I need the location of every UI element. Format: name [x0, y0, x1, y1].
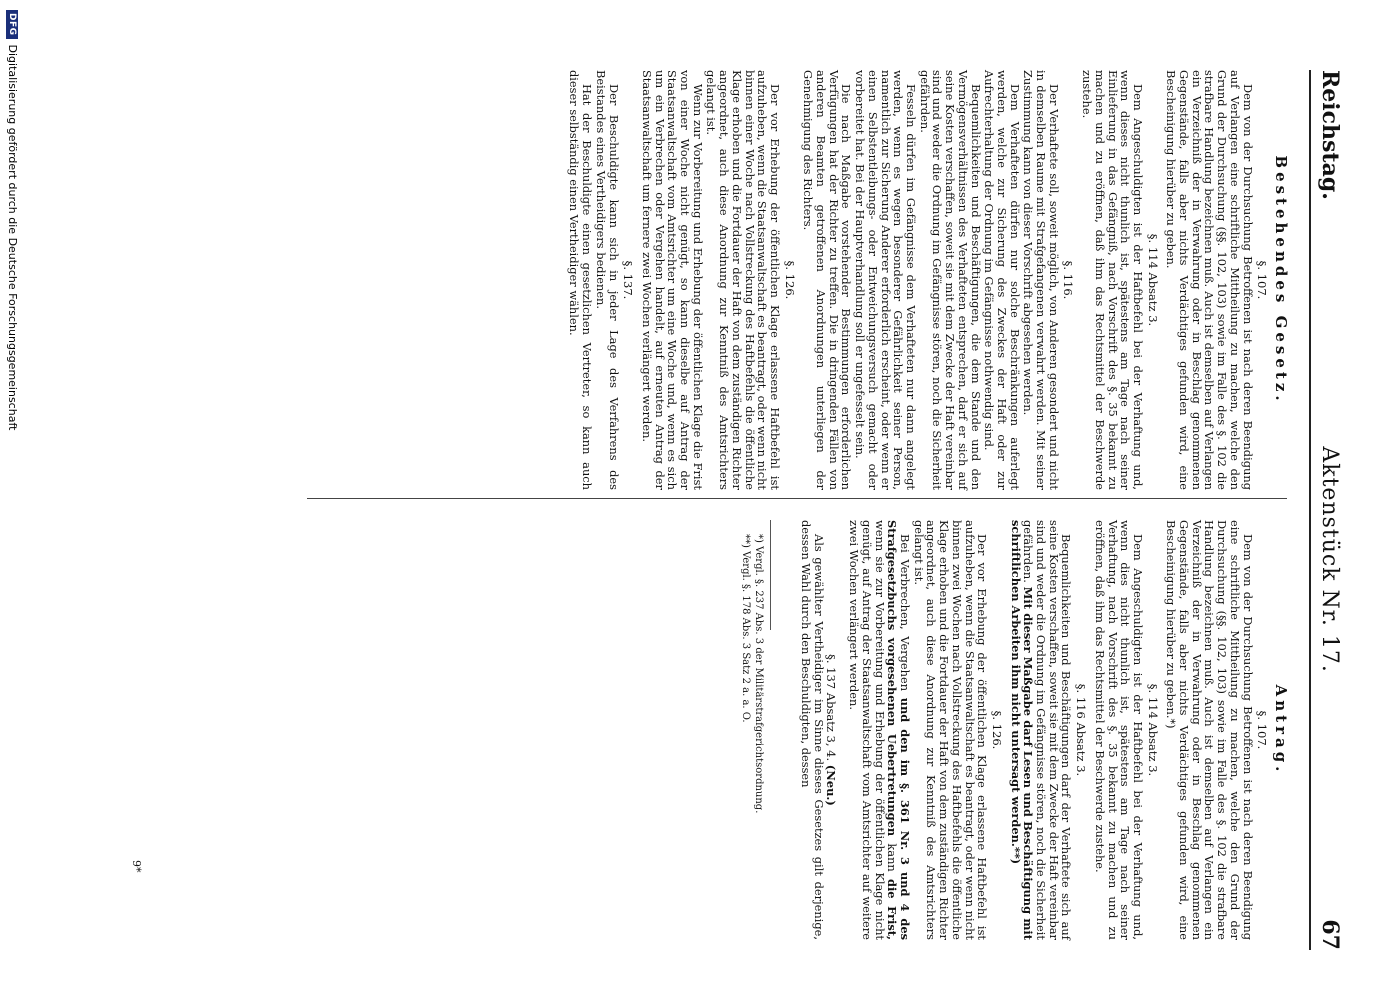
footnote: **) Vergl. §. 178 Abs. 3 Satz 2 a. a. O.: [740, 534, 752, 723]
footnote: *) Vergl. §. 237 Abs. 3 der Militärstrafgerichtsordnung.: [753, 534, 765, 814]
section-text: Bequemlichkeiten und Beschäftigungen, die dem Stande und den Vermögensverhältnissen des Verhafteten entsprechen, darf er sich auf seine Kosten verschaffen, soweit sie mit dem Zwecke der Haft vereinbar sind und weder die Ordnung im Gefängnisse stören, noch die Sicherheit gefährden.: [917, 70, 983, 490]
section-text-part: Bei Verbrechen, Vergehen: [898, 534, 913, 692]
section-text: Der Beschuldigte kann sich in jeder Lage des Verfahrens des Beistandes eines Vertheidigers bedienen.: [593, 70, 621, 490]
section-title: §. 137.: [621, 260, 636, 300]
section-text-part: wenn sie zur Vorbereitung und Erhebung der öffentlichen Klage nicht genügt, auf Antrag der Staatsanwaltschaft vom Amtsrichter auf weitere zwei Wochen verlängert werden.: [847, 520, 887, 940]
section-text: Dem von der Durchsuchung Betroffenen ist nach deren Beendigung auf Verlangen eine schriftliche Mittheilung zu machen, welche den Grund der Durchsuchung (§§. 102, 103) sowie im Falle des §. 102 die strafbare Handlung bezeichnen muß. Auch ist demselben auf Verlangen ein Verzeichniß der in Verwahrung oder in Beschlag genommenen Gegenstände, falls aber nichts Verdächtiges gefunden wird, eine Bescheinigung hierüber zu geben.: [1164, 70, 1255, 490]
footnote-divider: [770, 520, 771, 630]
column-divider: [307, 498, 1287, 499]
section-title: §. 126.: [782, 260, 797, 300]
section-title: §. 107.: [1255, 710, 1270, 750]
proposal-column: [739, 520, 1290, 941]
existing-law-column: [567, 70, 1290, 490]
section-text: Dem von der Durchsuchung Betroffenen ist nach deren Beendigung eine schriftliche Mittheilung zu machen, welche den Grund der Durchsuchung (§§. 102, 103) sowie im Falle des §. 102 die strafbare Handlung bezeichnen muß. Auch ist demselben auf Verlangen ein Verzeichniß der in Verwahrung oder in Beschlag genommenen Gegenstände, falls aber nichts Verdächtiges gefunden wird, eine Bescheinigung hierüber zu geben.*): [1164, 520, 1255, 940]
section-text: Der vor Erhebung der öffentlichen Klage erlassene Haftbefehl ist aufzuheben, wenn die Staatsanwaltschaft es beantragt, oder wenn nicht binnen zwei Wochen nach Vollstreckung des Haftbefehls die öffentliche Klage erhoben und die Fortdauer der Haft von dem zuständigen Richter angeordnet, auch diese Anordnung zur Kenntniß des Amtsrichters gelangt ist.: [911, 520, 990, 940]
signature-mark: 9*: [130, 860, 143, 873]
section-title: §. 107.: [1255, 260, 1270, 300]
section-text-part: Bequemlichkeiten und Beschäftigungen darf der Verhaftete sich auf seine Kosten verschaffen, soweit sie mit dem Zwecke der Haft vereinbar sind und weder die Ordnung im Gefängnisse stören, noch die Sicherheit gefährden.: [1021, 520, 1074, 940]
section-text: Fesseln dürfen im Gefängnisse dem Verhafteten nur dann angelegt werden, wenn es wegen besonderer Gefährlichkeit seiner Person, namentlich zur Sicherung Anderer erforderlich erscheint, oder wenn er einen Selbstentleibungs- oder Entweichungsversuch gemacht oder vorbereitet hat. Bei der Hauptverhandlung soll er ungefesselt sein.: [853, 70, 919, 490]
section-text: Wenn zur Vorbereitung und Erhebung der öffentlichen Klage die Frist von einer Woche nicht genügt, so kann dieselbe auf Antrag der Staatsanwaltschaft vom Amtsrichter um eine Woche und, wenn es sich um ein Verbrechen oder Vergehen handelt, auf erneuten Antrag der Staatsanwaltschaft um fernere zwei Wochen verlängert werden.: [639, 70, 705, 490]
section-text: Dem Angeschuldigten ist der Haftbefehl bei der Verhaftung und, wenn dieses nicht thunlich ist, spätestens am Tage nach seiner Einlieferung in das Gefängniß, nach Vorschrift des §. 35 bekannt zu machen und zu eröffnen, daß ihm das Rechtsmittel der Beschwerde zustehe.: [1080, 70, 1145, 490]
header-center-title: Aktenstück Nr. 17.: [1317, 446, 1342, 673]
column-heading-existing-law: Bestehendes Gesetz.: [1272, 155, 1290, 405]
section-title: §. 116 Absatz 3.: [1074, 683, 1089, 777]
column-heading-proposal: Antrag.: [1272, 684, 1290, 776]
section-title: §. 114 Absatz 3.: [1145, 683, 1160, 777]
section-title: §. 126.: [989, 710, 1004, 750]
section-title: §. 137 Absatz 3, 4.: [824, 654, 839, 762]
section-text: Die nach Maßgabe vorstehender Bestimmungen erforderlichen Verfügungen hat der Richter zu treffen. Die in dringenden Fällen von anderen Beamten getroffenen Anordnungen unterliegen der Genehmigung des Richters.: [801, 70, 854, 490]
section-title: §. 114 Absatz 3.: [1145, 233, 1160, 327]
emphasized-amendment: die Frist,: [885, 879, 900, 941]
section-text: Als gewählter Vertheidiger im Sinne dieses Gesetzes gilt derjenige, dessen Wahl durch den Beschuldigten, dessen: [799, 520, 826, 940]
dfg-logo-icon: DFG: [7, 10, 19, 39]
section-text-part: kann: [885, 843, 900, 872]
running-header: [1309, 70, 1343, 950]
digitization-credit-text: Digitalisierung gefördert durch die Deutsche Forschungsgemeinschaft: [6, 44, 19, 431]
section-text: Hat der Beschuldigte einen gesetzlichen Vertreter, so kann auch dieser selbständig einen Vertheidiger wählen.: [567, 70, 595, 490]
section-text: [1009, 520, 1073, 940]
section-title-new: [825, 520, 838, 940]
section-text: Der vor Erhebung der öffentlichen Klage erlassene Haftbefehl ist aufzuheben, wenn die Staatsanwaltschaft es beantragt, oder wenn nicht binnen einer Woche nach Vollstreckung des Haftbefehls die öffentliche Klage erhoben und die Fortdauer der Haft von dem zuständigen Richter angeordnet, auch diese Anordnung zur Kenntniß des Amtsrichters gelangt ist.: [704, 70, 782, 490]
section-text: [848, 520, 912, 940]
section-title: §. 116.: [1061, 260, 1076, 300]
emphasized-amendment: Mit dieser Maßgabe darf Lesen und Beschäftigung mit schriftlichen Arbeiten ihm nicht untersagt werden.**): [1008, 520, 1036, 940]
emphasized-amendment: und den im §. 361 Nr. 3 und 4 des Strafgesetzbuchs vorgesehenen Uebertretungen: [885, 520, 913, 940]
header-left-title: Reichstag.: [1317, 70, 1343, 200]
section-text: Der Verhaftete soll, soweit möglich, von Anderen gesondert und nicht in demselben Raume mit Strafgefangenen verwahrt werden. Mit seiner Zustimmung kann von dieser Vorschrift abgesehen werden.: [1021, 70, 1061, 490]
section-text: Dem Verhafteten dürfen nur solche Beschränkungen auferlegt werden, welche zur Sicherung des Zweckes der Haft oder zur Aufrechterhaltung der Ordnung im Gefängnisse nothwendig sind.: [982, 70, 1022, 490]
digitization-credit: [6, 10, 19, 990]
section-text: Dem Angeschuldigten ist der Haftbefehl bei der Verhaftung und, wenn dies nicht thunlich ist, spätestens am Tage nach seiner Verhaftung, nach Vorschrift des §. 35 bekannt zu machen und zu eröffnen, daß ihm das Rechtsmittel der Beschwerde zustehe.: [1092, 520, 1145, 940]
page-number: 67: [1317, 919, 1343, 950]
new-marker: (Neu.): [824, 764, 839, 806]
